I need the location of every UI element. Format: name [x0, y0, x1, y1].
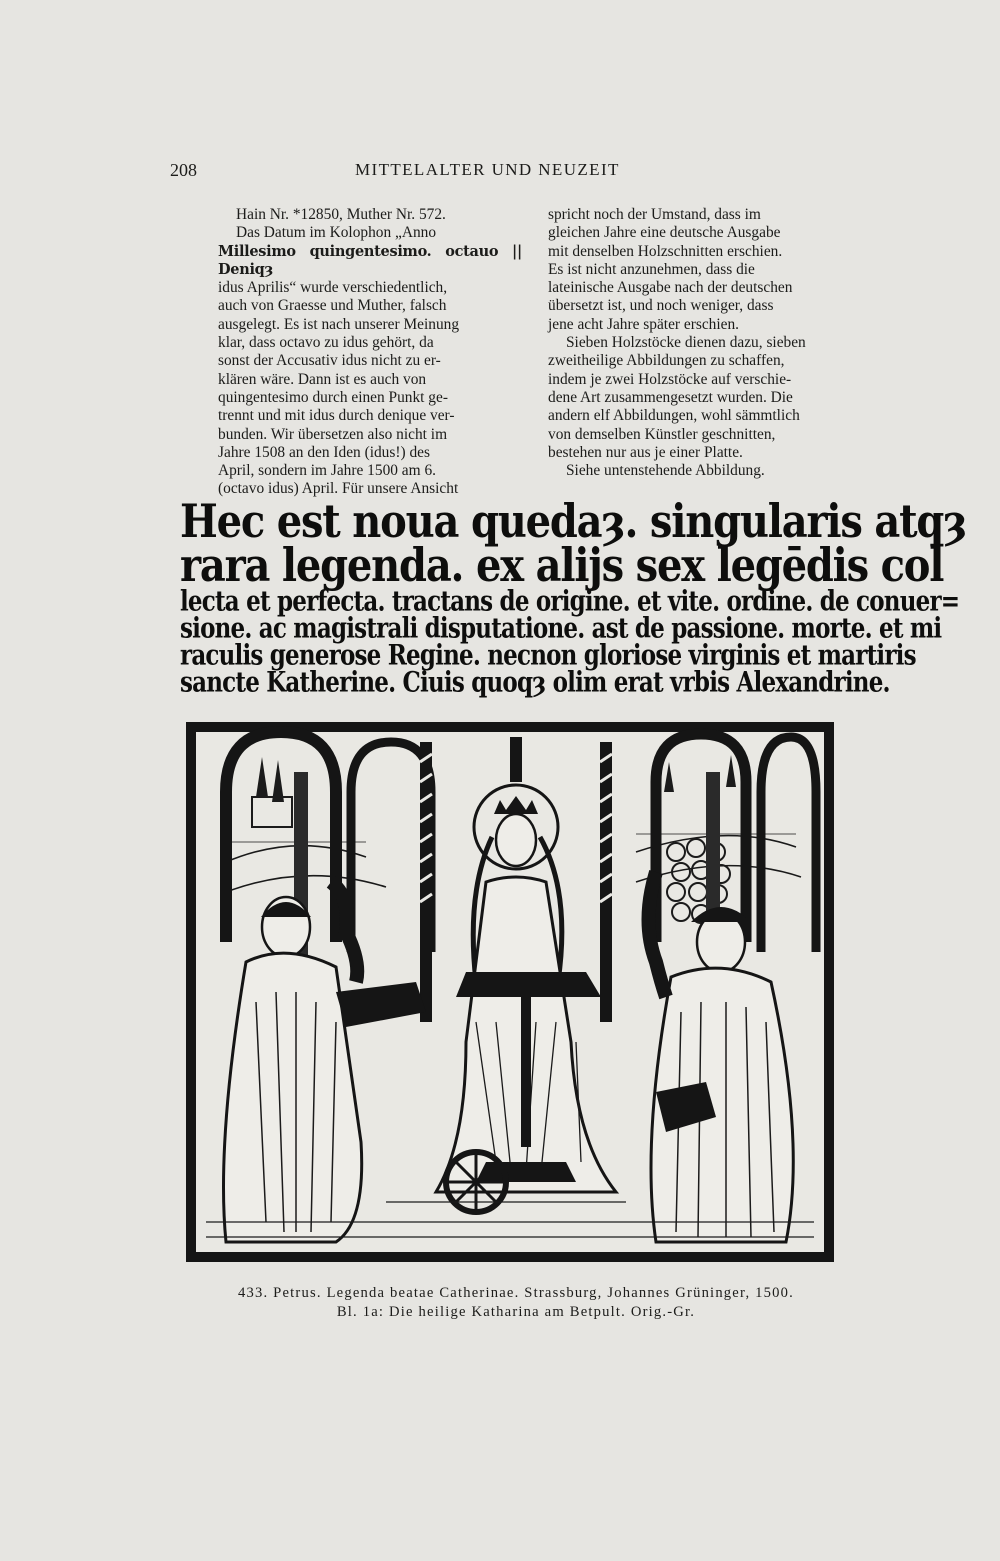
text-line: quingentesimo durch einen Punkt ge- — [218, 388, 448, 406]
text-line: idus Aprilis“ wurde verschiedentlich, — [218, 279, 448, 297]
text-line: klar, dass octavo zu idus gehört, da — [218, 334, 434, 352]
facsimile-title-line: lecta et perfecta. tractans de origine. et vite. ordine. de conuer= — [180, 585, 960, 618]
text-line: (octavo idus) April. Für unsere Ansicht — [218, 480, 459, 498]
text-line: mit denselben Holzschnitten erschien. — [548, 242, 783, 260]
right-column — [548, 206, 852, 480]
text-line: indem je zwei Holzstöcke auf verschie- — [548, 370, 792, 388]
text-line: gleichen Jahre eine deutsche Ausgabe — [548, 224, 781, 242]
text-line: Jahre 1508 an den Iden (idus!) des — [218, 443, 430, 461]
text-line: Sieben Holzstöcke dienen dazu, sieben — [566, 334, 806, 352]
facsimile-title — [180, 494, 967, 699]
facsimile-title-line: sancte Katherine. Ciuis quoqȝ olim erat vrbis Alexandrine. — [180, 666, 890, 699]
facsimile-title-line: sione. ac magistrali disputatione. ast de passione. morte. et mi — [180, 612, 942, 645]
text-line: übersetzt ist, und noch weniger, dass — [548, 297, 774, 315]
text-line: dene Art zusammengesetzt wurden. Die — [548, 388, 793, 406]
text-line: jene acht Jahre später erschien. — [548, 315, 740, 333]
figure-caption — [186, 1284, 846, 1322]
left-column — [218, 206, 522, 499]
caption-line-1: 433. Petrus. Legenda beatae Catherinae. Strassburg, Johannes Grüninger, 1500. — [238, 1285, 794, 1301]
text-line: zweitheilige Abbildungen zu schaffen, — [548, 352, 785, 370]
woodcut-saint-catherine-image — [186, 722, 834, 1262]
text-line: ausgelegt. Es ist nach unserer Meinung — [218, 315, 460, 333]
page-number: 208 — [170, 160, 197, 180]
facsimile-title-line: rara legenda. ex alijs sex legēdis col — [180, 538, 944, 593]
text-line: Millesimo quingentesimo. octauo || Deniqȝ — [218, 242, 522, 278]
text-line: sonst der Accusativ idus nicht zu er- — [218, 352, 441, 370]
text-line: trennt und mit idus durch denique ver- — [218, 407, 455, 425]
text-line: auch von Graesse und Muther, falsch — [218, 297, 447, 315]
text-line: von demselben Künstler geschnitten, — [548, 425, 776, 443]
text-line: Siehe untenstehende Abbildung. — [566, 462, 765, 480]
caption-line-2: Bl. 1a: Die heilige Katharina am Betpult. Orig.-Gr. — [336, 1304, 696, 1320]
woodcut-illustration — [186, 722, 834, 1262]
text-line: klären wäre. Dann ist es auch von — [218, 370, 427, 388]
text-line: Hain Nr. *12850, Muther Nr. 572. — [236, 206, 446, 223]
text-line: spricht noch der Umstand, dass im — [548, 206, 761, 223]
text-line: Es ist nicht anzunehmen, dass die — [548, 260, 755, 278]
text-line: April, sondern im Jahre 1500 am 6. — [218, 462, 436, 480]
text-line: Das Datum im Kolophon „Anno — [236, 224, 437, 242]
text-line: andern elf Abbildungen, wohl sämmtlich — [548, 407, 800, 425]
running-head: MITTELALTER UND NEUZEIT — [355, 160, 620, 179]
facsimile-title-line: Hec est noua quedaȝ. singularis atqȝ — [180, 494, 967, 549]
facsimile-title-line: raculis generose Regine. necnon gloriose virginis et martiris — [180, 639, 916, 672]
text-line: lateinische Ausgabe nach der deutschen — [548, 279, 793, 297]
text-line: bunden. Wir übersetzen also nicht im — [218, 425, 448, 443]
text-line: bestehen nur aus je einer Platte. — [548, 443, 743, 461]
